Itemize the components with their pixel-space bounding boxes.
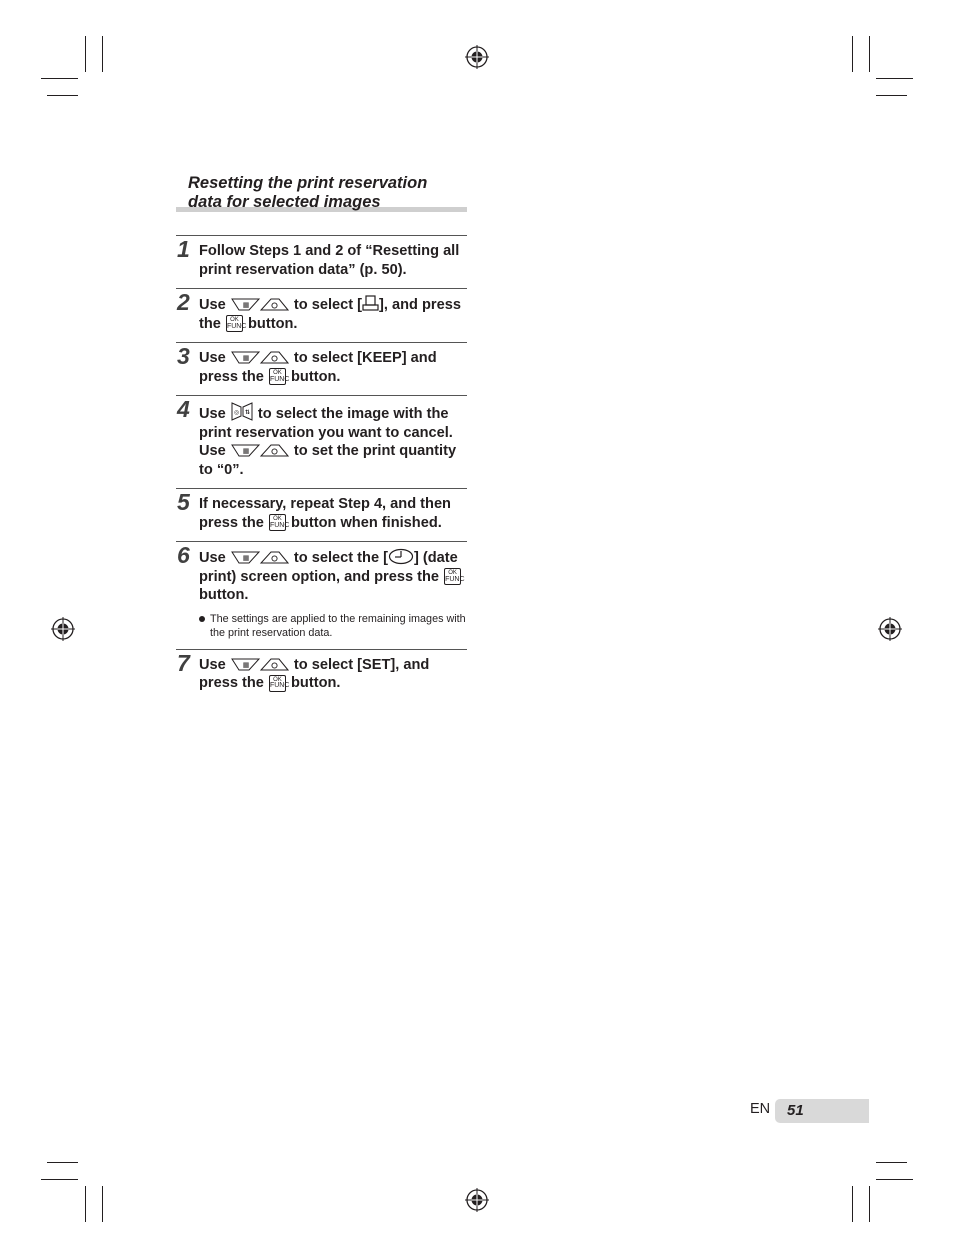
svg-text:▦: ▦	[242, 354, 250, 362]
crop-mark	[85, 36, 86, 72]
svg-text:▦: ▦	[242, 554, 250, 562]
registration-mark-icon	[465, 45, 489, 69]
print-reservation-icon	[362, 295, 379, 312]
svg-text:▦: ▦	[242, 301, 250, 309]
crop-mark	[102, 1186, 103, 1222]
step-number: 3	[177, 343, 190, 369]
step-number: 4	[177, 396, 190, 422]
crop-mark	[869, 1186, 870, 1222]
crop-mark	[852, 36, 853, 72]
up-down-arrow-buttons-icon	[231, 550, 289, 565]
crop-mark	[47, 1162, 78, 1163]
step-note: The settings are applied to the remaining images with the print reservation data.	[199, 612, 467, 640]
crop-mark	[876, 78, 913, 79]
step-text: Use ▦ to select [ ], and press the OK FUNC button.	[199, 297, 461, 332]
step-6	[176, 541, 467, 649]
date-clock-icon	[388, 548, 414, 565]
step-4	[176, 395, 467, 488]
crop-mark	[852, 1186, 853, 1222]
registration-mark-icon	[51, 617, 75, 641]
step-text: Follow Steps 1 and 2 of “Resetting all print reservation data” (p. 50).	[199, 243, 460, 278]
footer-language: EN	[750, 1101, 771, 1117]
up-down-arrow-buttons-icon	[231, 297, 289, 312]
ok-func-button-icon: OK FUNC	[269, 514, 286, 531]
step-text: Use ▦ to select the [ ] (date print) screen option, and press the OK FUNC button.	[199, 550, 465, 603]
page-number: 51	[787, 1102, 804, 1119]
up-down-arrow-buttons-icon	[231, 350, 289, 365]
svg-text:▦: ▦	[242, 660, 250, 669]
crop-mark	[47, 95, 78, 96]
left-right-arrow-buttons-icon	[231, 402, 253, 421]
up-down-arrow-buttons-icon	[231, 657, 289, 672]
step-number: 2	[177, 289, 190, 315]
step-text: Use ◎ ⇅ to select the image with the print reservation you want to cancel. Use ▦ to set the print quantity to “0”.	[199, 402, 467, 479]
step-2	[176, 288, 467, 342]
bullet-icon	[199, 616, 205, 622]
step-1	[176, 235, 467, 288]
registration-mark-icon	[465, 1188, 489, 1212]
ok-func-button-icon: OK FUNC	[269, 675, 286, 692]
content-column	[176, 172, 467, 702]
step-text: If necessary, repeat Step 4, and then press the OK FUNC button when finished.	[199, 496, 451, 531]
ok-func-button-icon: OK FUNC	[269, 368, 286, 385]
crop-mark	[876, 1162, 907, 1163]
step-number: 5	[177, 489, 190, 515]
section-title	[176, 172, 467, 214]
step-text: Use ▦ to select [KEEP] and press the OK FUNC button.	[199, 350, 437, 385]
up-down-arrow-buttons-icon	[231, 443, 289, 458]
page-number-tab	[775, 1099, 869, 1123]
crop-mark	[876, 1179, 913, 1180]
step-number: 7	[177, 649, 190, 676]
crop-mark	[41, 1179, 78, 1180]
crop-mark	[102, 36, 103, 72]
step-number: 1	[177, 236, 190, 262]
svg-text:◎: ◎	[233, 409, 239, 416]
step-text: Use ▦ to select [SET], and press the OK FUNC button.	[199, 656, 430, 691]
crop-mark	[876, 95, 907, 96]
step-number: 6	[177, 542, 190, 568]
step-list	[176, 235, 467, 702]
step-3	[176, 342, 467, 395]
step-7	[176, 649, 467, 702]
svg-text:▦: ▦	[242, 447, 250, 455]
svg-text:⇅: ⇅	[244, 409, 250, 416]
crop-mark	[41, 78, 78, 79]
section-title-line1: Resetting the print reservation	[188, 174, 428, 192]
registration-mark-icon	[878, 617, 902, 641]
crop-mark	[869, 36, 870, 72]
ok-func-button-icon: OK FUNC	[226, 315, 243, 332]
ok-func-button-icon: OK FUNC	[444, 568, 461, 585]
step-5	[176, 488, 467, 541]
section-title-line2: data for selected images	[188, 193, 381, 211]
crop-mark	[85, 1186, 86, 1222]
